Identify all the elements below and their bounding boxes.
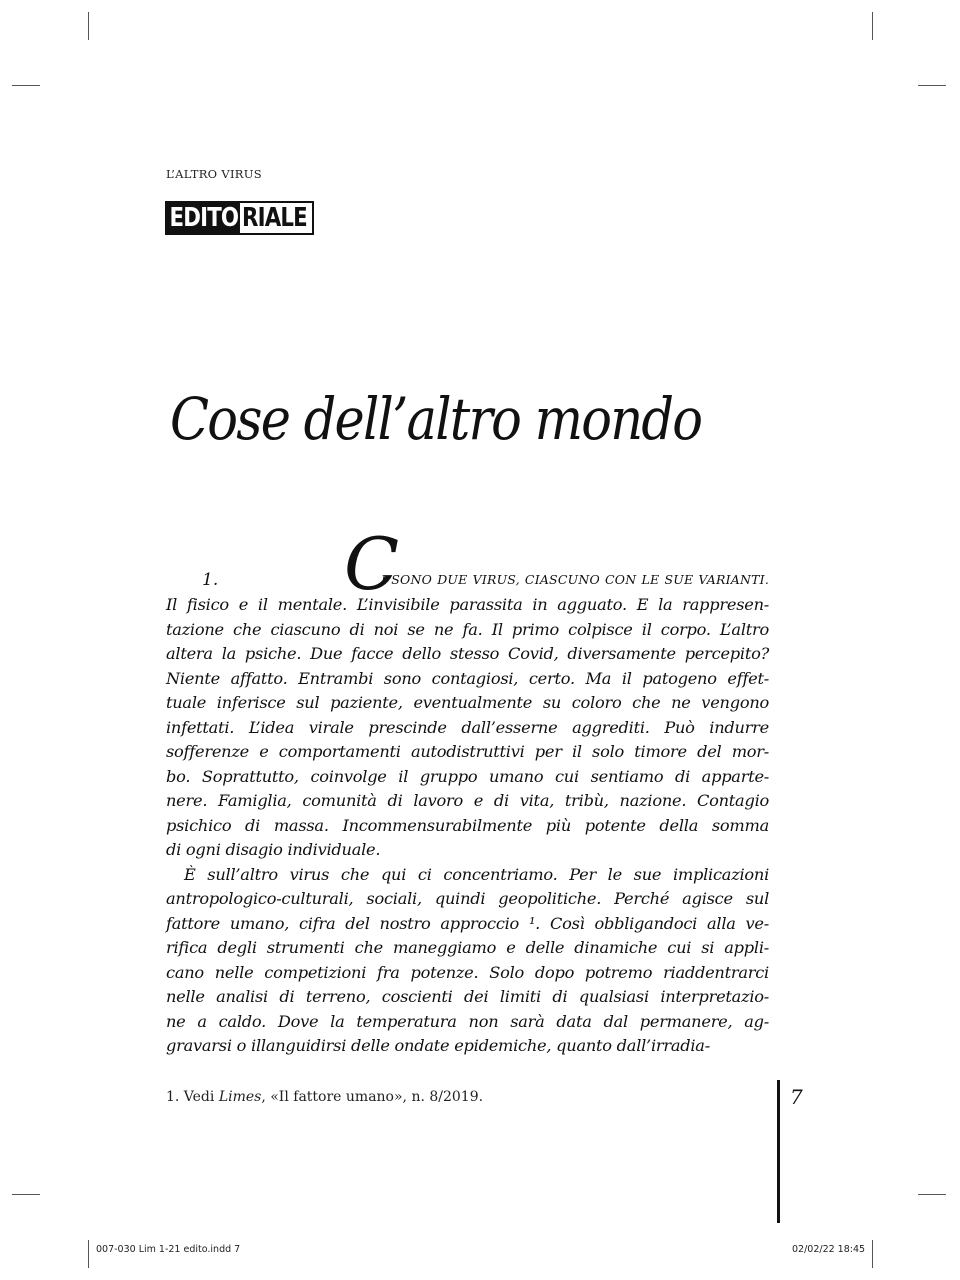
- body-line: antropologico-culturali, sociali, quindi geopolitiche. Perché agisce sul: [166, 889, 769, 908]
- body-line: sofferenze e comportamenti autodistruttivi per il solo timore del mor-: [166, 742, 769, 761]
- footnote-prefix: 1. Vedi: [166, 1089, 219, 1105]
- page-rule: [777, 1080, 780, 1223]
- crop-mark: [88, 1240, 89, 1268]
- slug-date-time: 02/02/22 18:45: [792, 1244, 866, 1255]
- body-line: altera la psiche. Due facce dello stesso Covid, diversamente percepito?: [166, 644, 769, 663]
- body-line: bo. Soprattutto, coinvolge il gruppo umano cui sentiamo di apparte-: [166, 766, 769, 786]
- lead-in-small-caps: I SONO DUE VIRUS, CIASCUNO CON LE SUE VARIANTI.: [381, 572, 769, 587]
- body-line: È sull’altro virus che qui ci concentriamo. Per le sue implicazioni: [184, 864, 769, 884]
- body-line: rifica degli strumenti che maneggiamo e delle dinamiche cui si appli-: [166, 938, 769, 957]
- crop-mark: [88, 12, 89, 40]
- crop-mark: [918, 85, 946, 86]
- footnote: [166, 1089, 483, 1105]
- logo-part-light: RIALE: [242, 203, 309, 233]
- body-line: tazione che ciascuno di noi se ne fa. Il primo colpisce il corpo. L’altro: [166, 619, 769, 639]
- footnote-italic: Limes: [218, 1089, 262, 1105]
- body-line: infettati. L’idea virale prescinde dall’esserne aggrediti. Può indurre: [166, 717, 769, 737]
- body-line: nelle analisi di terreno, coscienti dei limiti di qualsiasi interpretazio-: [166, 987, 769, 1006]
- body-line: psichico di massa. Incommensurabilmente più potente della somma: [166, 815, 769, 835]
- slug-file-info: 007-030 Lim 1-21 edito.indd 7: [96, 1244, 241, 1255]
- article-body: [166, 593, 769, 1059]
- article-title: Cose dell’altro mondo: [170, 385, 702, 453]
- running-head: L’ALTRO VIRUS: [166, 167, 262, 181]
- body-line: cano nelle competizioni fra potenze. Solo dopo potremo riaddentrarci: [166, 962, 769, 982]
- editoriale-logo: [165, 201, 314, 235]
- body-line: tuale inferisce sul paziente, eventualmente su coloro che ne vengono: [166, 693, 769, 712]
- logo-part-dark: EDITO: [167, 203, 240, 233]
- body-line: di ogni disagio individuale.: [166, 840, 381, 859]
- body-line: gravarsi o illanguidirsi delle ondate epidemiche, quanto dall’irradia-: [166, 1036, 710, 1055]
- drop-cap: C: [344, 522, 400, 606]
- body-line: Niente affatto. Entrambi sono contagiosi, certo. Ma il patogeno effet-: [166, 668, 769, 688]
- section-number: 1.: [202, 570, 219, 590]
- body-line: nere. Famiglia, comunità di lavoro e di vita, tribù, nazione. Contagio: [166, 791, 769, 810]
- body-line: Il fisico e il mentale. L’invisibile parassita in agguato. E la rappresen-: [166, 595, 769, 614]
- crop-mark: [918, 1194, 946, 1195]
- footnote-suffix: , «Il fattore umano», n. 8/2019.: [261, 1089, 484, 1105]
- body-line: fattore umano, cifra del nostro approccio ¹. Così obbligandoci alla ve-: [166, 913, 769, 933]
- crop-mark: [872, 1240, 873, 1268]
- crop-mark: [12, 1194, 40, 1195]
- crop-mark: [12, 85, 40, 86]
- body-line: ne a caldo. Dove la temperatura non sarà data dal permanere, ag-: [166, 1011, 769, 1031]
- page-number: 7: [790, 1085, 803, 1109]
- crop-mark: [872, 12, 873, 40]
